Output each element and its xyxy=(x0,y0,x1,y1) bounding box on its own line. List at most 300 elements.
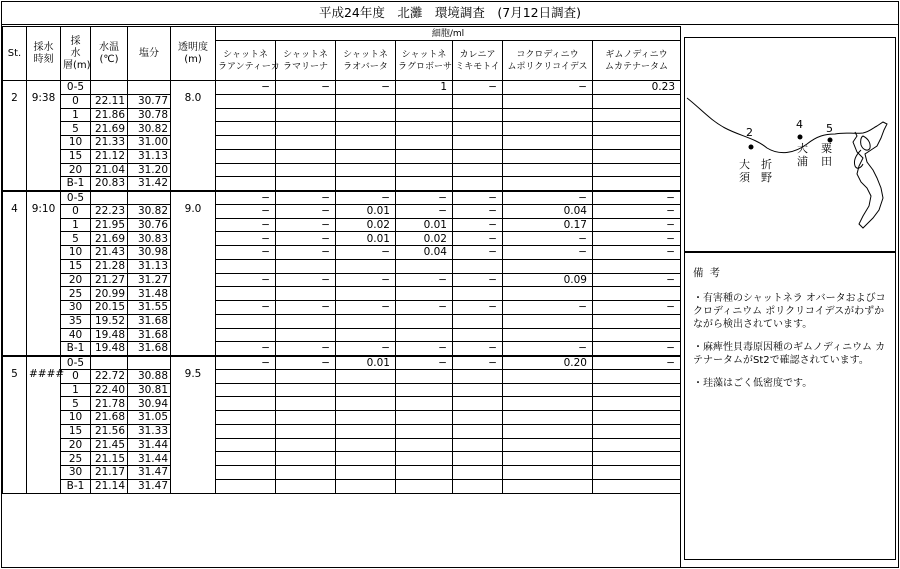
cell-density xyxy=(276,411,336,425)
report-frame xyxy=(1,1,899,568)
temp-cell: 22.40 xyxy=(91,383,128,397)
cell-density: − xyxy=(503,81,593,95)
cell-density xyxy=(593,452,681,466)
note-item: ・麻痺性貝毒原因種のギムノディニウム カテナータムがSt2で確認されています。 xyxy=(693,342,886,366)
temp-cell: 21.14 xyxy=(91,479,128,493)
cell-density: − xyxy=(336,301,396,315)
temp-cell: 22.23 xyxy=(91,204,128,218)
salinity-cell xyxy=(128,356,171,370)
cell-density: 0.02 xyxy=(396,232,453,246)
cell-density xyxy=(276,438,336,452)
cell-density xyxy=(593,397,681,411)
salinity-cell: 31.13 xyxy=(128,259,171,273)
cell-density: − xyxy=(396,204,453,218)
cell-density xyxy=(396,136,453,150)
cell-density xyxy=(216,177,276,191)
cell-density: − xyxy=(503,246,593,260)
cell-density: − xyxy=(396,273,453,287)
cell-density xyxy=(396,287,453,301)
temp-cell xyxy=(91,81,128,95)
salinity-cell: 31.42 xyxy=(128,177,171,191)
cell-density xyxy=(336,452,396,466)
cell-density xyxy=(593,177,681,191)
cell-density: − xyxy=(216,81,276,95)
cell-density xyxy=(503,369,593,383)
cell-density xyxy=(276,397,336,411)
cell-density xyxy=(336,466,396,480)
salinity-cell: 31.13 xyxy=(128,149,171,163)
table-row xyxy=(3,452,681,466)
station-map xyxy=(684,37,896,252)
depth-cell: B-1 xyxy=(61,177,91,191)
cell-density: 0.02 xyxy=(336,218,396,232)
cell-density xyxy=(336,369,396,383)
cell-density: − xyxy=(453,204,503,218)
depth-cell: 20 xyxy=(61,273,91,287)
cell-density xyxy=(453,424,503,438)
salinity-cell: 31.68 xyxy=(128,314,171,328)
table-row xyxy=(3,246,681,260)
cell-density: 0.01 xyxy=(336,204,396,218)
salinity-cell: 31.00 xyxy=(128,136,171,150)
cell-density xyxy=(336,177,396,191)
map-place-oosu: 大須 xyxy=(739,158,750,184)
cell-density: − xyxy=(453,218,503,232)
salinity-cell: 30.76 xyxy=(128,218,171,232)
table-row xyxy=(3,479,681,493)
header-species-0: シャットネ ラアンティーカ xyxy=(216,41,276,81)
table-row xyxy=(3,122,681,136)
cell-density xyxy=(503,122,593,136)
cell-density xyxy=(396,177,453,191)
side-panel xyxy=(680,26,898,567)
depth-cell: 10 xyxy=(61,246,91,260)
station-number: 4 xyxy=(3,191,27,356)
cell-density xyxy=(336,163,396,177)
cell-density xyxy=(453,452,503,466)
cell-density: − xyxy=(276,273,336,287)
cell-density xyxy=(593,369,681,383)
cell-density xyxy=(276,122,336,136)
cell-density: − xyxy=(216,301,276,315)
cell-density: − xyxy=(336,273,396,287)
table-row xyxy=(3,383,681,397)
cell-density xyxy=(503,163,593,177)
cell-density: − xyxy=(453,342,503,356)
cell-density xyxy=(453,369,503,383)
depth-cell: 15 xyxy=(61,259,91,273)
salinity-cell xyxy=(128,191,171,205)
depth-cell: 0 xyxy=(61,94,91,108)
cell-density xyxy=(276,94,336,108)
cell-density xyxy=(503,438,593,452)
cell-density xyxy=(593,438,681,452)
cell-density xyxy=(336,314,396,328)
cell-density: − xyxy=(336,81,396,95)
cell-density xyxy=(276,108,336,122)
cell-density xyxy=(396,438,453,452)
cell-density: − xyxy=(396,191,453,205)
table-row xyxy=(3,411,681,425)
cell-density xyxy=(593,479,681,493)
cell-density xyxy=(216,411,276,425)
salinity-cell: 30.82 xyxy=(128,204,171,218)
depth-cell: 0-5 xyxy=(61,81,91,95)
depth-cell: 10 xyxy=(61,136,91,150)
cell-density xyxy=(336,438,396,452)
cell-density xyxy=(396,149,453,163)
temp-cell: 19.48 xyxy=(91,328,128,342)
cell-density xyxy=(453,163,503,177)
cell-density xyxy=(276,479,336,493)
cell-density xyxy=(453,94,503,108)
temp-cell: 21.69 xyxy=(91,232,128,246)
table-row xyxy=(3,301,681,315)
table-row xyxy=(3,191,681,205)
table-row xyxy=(3,177,681,191)
cell-density: − xyxy=(453,356,503,370)
table-row xyxy=(3,232,681,246)
cell-density xyxy=(503,466,593,480)
header-depth: 採 水 層(m) xyxy=(61,27,91,81)
cell-density: − xyxy=(276,204,336,218)
salinity-cell: 30.77 xyxy=(128,94,171,108)
coastline-map xyxy=(685,38,895,251)
cell-density xyxy=(453,122,503,136)
cell-density xyxy=(216,149,276,163)
table-row xyxy=(3,218,681,232)
cell-density: − xyxy=(593,273,681,287)
temp-cell: 21.56 xyxy=(91,424,128,438)
temp-cell: 20.83 xyxy=(91,177,128,191)
table-row xyxy=(3,136,681,150)
cell-density xyxy=(453,136,503,150)
cell-density: − xyxy=(396,301,453,315)
depth-cell: 5 xyxy=(61,232,91,246)
cell-density: − xyxy=(453,273,503,287)
cell-density: − xyxy=(336,342,396,356)
cell-density xyxy=(336,397,396,411)
cell-density xyxy=(276,259,336,273)
temp-cell xyxy=(91,356,128,370)
cell-density xyxy=(216,397,276,411)
header-temp: 水温 (℃) xyxy=(91,27,128,81)
cell-density xyxy=(503,314,593,328)
transparency-cell: 9.0 xyxy=(171,191,216,356)
cell-density xyxy=(396,411,453,425)
map-point-label-2: 2 xyxy=(746,126,753,139)
cell-density xyxy=(216,479,276,493)
cell-density xyxy=(593,122,681,136)
cell-density xyxy=(396,94,453,108)
cell-density: 0.04 xyxy=(396,246,453,260)
table-row xyxy=(3,163,681,177)
depth-cell: 10 xyxy=(61,411,91,425)
cell-density xyxy=(396,383,453,397)
table-row xyxy=(3,438,681,452)
cell-density xyxy=(396,328,453,342)
temp-cell: 22.11 xyxy=(91,94,128,108)
cell-density: − xyxy=(336,191,396,205)
cell-density xyxy=(276,452,336,466)
header-species-6: ギムノディニウ ムカテナータム xyxy=(593,41,681,81)
salinity-cell: 30.82 xyxy=(128,122,171,136)
cell-density xyxy=(593,259,681,273)
cell-density: − xyxy=(503,301,593,315)
cell-density xyxy=(453,383,503,397)
cell-density xyxy=(593,163,681,177)
table-row xyxy=(3,397,681,411)
depth-cell: 0-5 xyxy=(61,356,91,370)
cell-density xyxy=(336,424,396,438)
cell-density: 1 xyxy=(396,81,453,95)
header-species-4: カレニア ミキモトイ xyxy=(453,41,503,81)
cell-density xyxy=(503,424,593,438)
cell-density xyxy=(503,383,593,397)
depth-cell: 1 xyxy=(61,108,91,122)
header-time: 採水 時刻 xyxy=(27,27,61,81)
cell-density: − xyxy=(593,204,681,218)
cell-density: − xyxy=(216,218,276,232)
note-item: ・珪藻はごく低密度です。 xyxy=(693,378,813,389)
salinity-cell: 31.68 xyxy=(128,328,171,342)
cell-density: − xyxy=(503,232,593,246)
header-species-1: シャットネ ラマリーナ xyxy=(276,41,336,81)
salinity-cell: 30.78 xyxy=(128,108,171,122)
cell-density xyxy=(336,136,396,150)
salinity-cell: 31.47 xyxy=(128,466,171,480)
header-station: St. xyxy=(3,27,27,81)
island xyxy=(861,136,871,150)
table-row xyxy=(3,466,681,480)
cell-density: − xyxy=(276,301,336,315)
table-row xyxy=(3,108,681,122)
cell-density: − xyxy=(216,191,276,205)
table-row xyxy=(3,287,681,301)
cell-density xyxy=(453,466,503,480)
cell-density xyxy=(216,466,276,480)
depth-cell: 0 xyxy=(61,204,91,218)
temp-cell: 21.28 xyxy=(91,259,128,273)
depth-cell: 1 xyxy=(61,218,91,232)
survey-table xyxy=(2,26,681,494)
cell-density: 0.17 xyxy=(503,218,593,232)
cell-density xyxy=(453,438,503,452)
cell-density xyxy=(453,328,503,342)
salinity-cell: 31.33 xyxy=(128,424,171,438)
transparency-cell: 8.0 xyxy=(171,81,216,191)
cell-density: − xyxy=(503,191,593,205)
cell-density xyxy=(336,94,396,108)
cell-density: − xyxy=(453,191,503,205)
salinity-cell: 31.55 xyxy=(128,301,171,315)
temp-cell: 21.12 xyxy=(91,149,128,163)
cell-density xyxy=(336,259,396,273)
depth-cell: 15 xyxy=(61,424,91,438)
station-point-2 xyxy=(749,145,754,150)
temp-cell: 22.72 xyxy=(91,369,128,383)
cell-density xyxy=(593,136,681,150)
cell-density: − xyxy=(503,342,593,356)
map-place-orino: 折野 xyxy=(761,158,772,184)
cell-density xyxy=(216,314,276,328)
depth-cell: B-1 xyxy=(61,479,91,493)
coastline xyxy=(687,98,887,228)
cell-density: − xyxy=(276,218,336,232)
cell-density xyxy=(593,328,681,342)
sampling-time: 9:10 xyxy=(27,191,61,356)
depth-cell: 5 xyxy=(61,122,91,136)
cell-density: − xyxy=(216,232,276,246)
depth-cell: 20 xyxy=(61,163,91,177)
cell-density xyxy=(396,259,453,273)
cell-density xyxy=(453,108,503,122)
salinity-cell: 31.20 xyxy=(128,163,171,177)
cell-density: 0.20 xyxy=(503,356,593,370)
cell-density xyxy=(503,149,593,163)
temp-cell: 21.17 xyxy=(91,466,128,480)
cell-density xyxy=(276,466,336,480)
cell-density xyxy=(396,424,453,438)
depth-cell: B-1 xyxy=(61,342,91,356)
cell-density xyxy=(503,452,593,466)
cell-density: − xyxy=(216,356,276,370)
table-row xyxy=(3,342,681,356)
cell-density xyxy=(503,259,593,273)
header-species-5: コクロディニウ ムポリクリコイデス xyxy=(503,41,593,81)
cell-density: − xyxy=(453,301,503,315)
cell-density xyxy=(453,149,503,163)
map-point-label-5: 5 xyxy=(826,122,833,135)
cell-density xyxy=(216,424,276,438)
salinity-cell: 31.44 xyxy=(128,438,171,452)
temp-cell: 21.27 xyxy=(91,273,128,287)
cell-density xyxy=(396,452,453,466)
temp-cell: 21.04 xyxy=(91,163,128,177)
cell-density xyxy=(453,177,503,191)
depth-cell: 30 xyxy=(61,466,91,480)
cell-density xyxy=(453,314,503,328)
depth-cell: 5 xyxy=(61,397,91,411)
salinity-cell: 31.44 xyxy=(128,452,171,466)
cell-density: − xyxy=(216,204,276,218)
table-row xyxy=(3,94,681,108)
cell-density xyxy=(276,314,336,328)
temp-cell: 21.86 xyxy=(91,108,128,122)
header-salinity: 塩分 xyxy=(128,27,171,81)
salinity-cell: 31.48 xyxy=(128,287,171,301)
cell-density xyxy=(396,397,453,411)
cell-density xyxy=(336,287,396,301)
header-cells-group: 細胞/ml xyxy=(216,27,681,41)
cell-density: − xyxy=(593,342,681,356)
salinity-cell: 30.98 xyxy=(128,246,171,260)
depth-cell: 1 xyxy=(61,383,91,397)
station-point-4 xyxy=(798,135,803,140)
cell-density xyxy=(276,369,336,383)
notes-heading: 備考 xyxy=(693,267,726,279)
header-transparency: 透明度 (m) xyxy=(171,27,216,81)
cell-density: 0.01 xyxy=(396,218,453,232)
cell-density xyxy=(276,163,336,177)
cell-density: − xyxy=(276,356,336,370)
cell-density: − xyxy=(216,342,276,356)
cell-density: − xyxy=(276,232,336,246)
map-place-awata: 粟田 xyxy=(821,142,832,168)
temp-cell xyxy=(91,191,128,205)
temp-cell: 20.99 xyxy=(91,287,128,301)
temp-cell: 21.15 xyxy=(91,452,128,466)
cell-density xyxy=(593,411,681,425)
table-row xyxy=(3,424,681,438)
cell-density: − xyxy=(453,81,503,95)
salinity-cell xyxy=(128,81,171,95)
cell-density xyxy=(216,259,276,273)
cell-density xyxy=(276,287,336,301)
cell-density: − xyxy=(276,81,336,95)
sampling-time: 9:38 xyxy=(27,81,61,191)
depth-cell: 35 xyxy=(61,314,91,328)
cell-density xyxy=(593,424,681,438)
temp-cell: 21.78 xyxy=(91,397,128,411)
cell-density xyxy=(276,177,336,191)
table-row xyxy=(3,314,681,328)
depth-cell: 30 xyxy=(61,301,91,315)
cell-density xyxy=(396,479,453,493)
cell-density xyxy=(216,328,276,342)
cell-density xyxy=(503,397,593,411)
cell-density xyxy=(216,438,276,452)
depth-cell: 0-5 xyxy=(61,191,91,205)
cell-density xyxy=(216,108,276,122)
cell-density xyxy=(503,94,593,108)
cell-density: − xyxy=(216,273,276,287)
cell-density xyxy=(396,466,453,480)
cell-density xyxy=(276,136,336,150)
depth-cell: 25 xyxy=(61,287,91,301)
cell-density: 0.04 xyxy=(503,204,593,218)
cell-density: − xyxy=(276,246,336,260)
depth-cell: 15 xyxy=(61,149,91,163)
notes-panel xyxy=(684,252,896,560)
cell-density xyxy=(503,108,593,122)
cell-density xyxy=(503,177,593,191)
cell-density: − xyxy=(593,246,681,260)
cell-density xyxy=(336,328,396,342)
transparency-cell: 9.5 xyxy=(171,356,216,494)
map-point-label-4: 4 xyxy=(796,118,803,131)
cell-density xyxy=(336,122,396,136)
temp-cell: 21.33 xyxy=(91,136,128,150)
cell-density xyxy=(453,411,503,425)
cell-density: − xyxy=(276,342,336,356)
table-row xyxy=(3,81,681,95)
station-number: 5 xyxy=(3,356,27,494)
cell-density: − xyxy=(593,191,681,205)
cell-density: 0.23 xyxy=(593,81,681,95)
temp-cell: 21.95 xyxy=(91,218,128,232)
cell-density: 0.09 xyxy=(503,273,593,287)
temp-cell: 21.43 xyxy=(91,246,128,260)
cell-density xyxy=(336,479,396,493)
cell-density: − xyxy=(453,246,503,260)
cell-density xyxy=(453,479,503,493)
temp-cell: 20.15 xyxy=(91,301,128,315)
cell-density xyxy=(216,369,276,383)
cell-density xyxy=(276,149,336,163)
salinity-cell: 30.88 xyxy=(128,369,171,383)
cell-density: − xyxy=(453,232,503,246)
